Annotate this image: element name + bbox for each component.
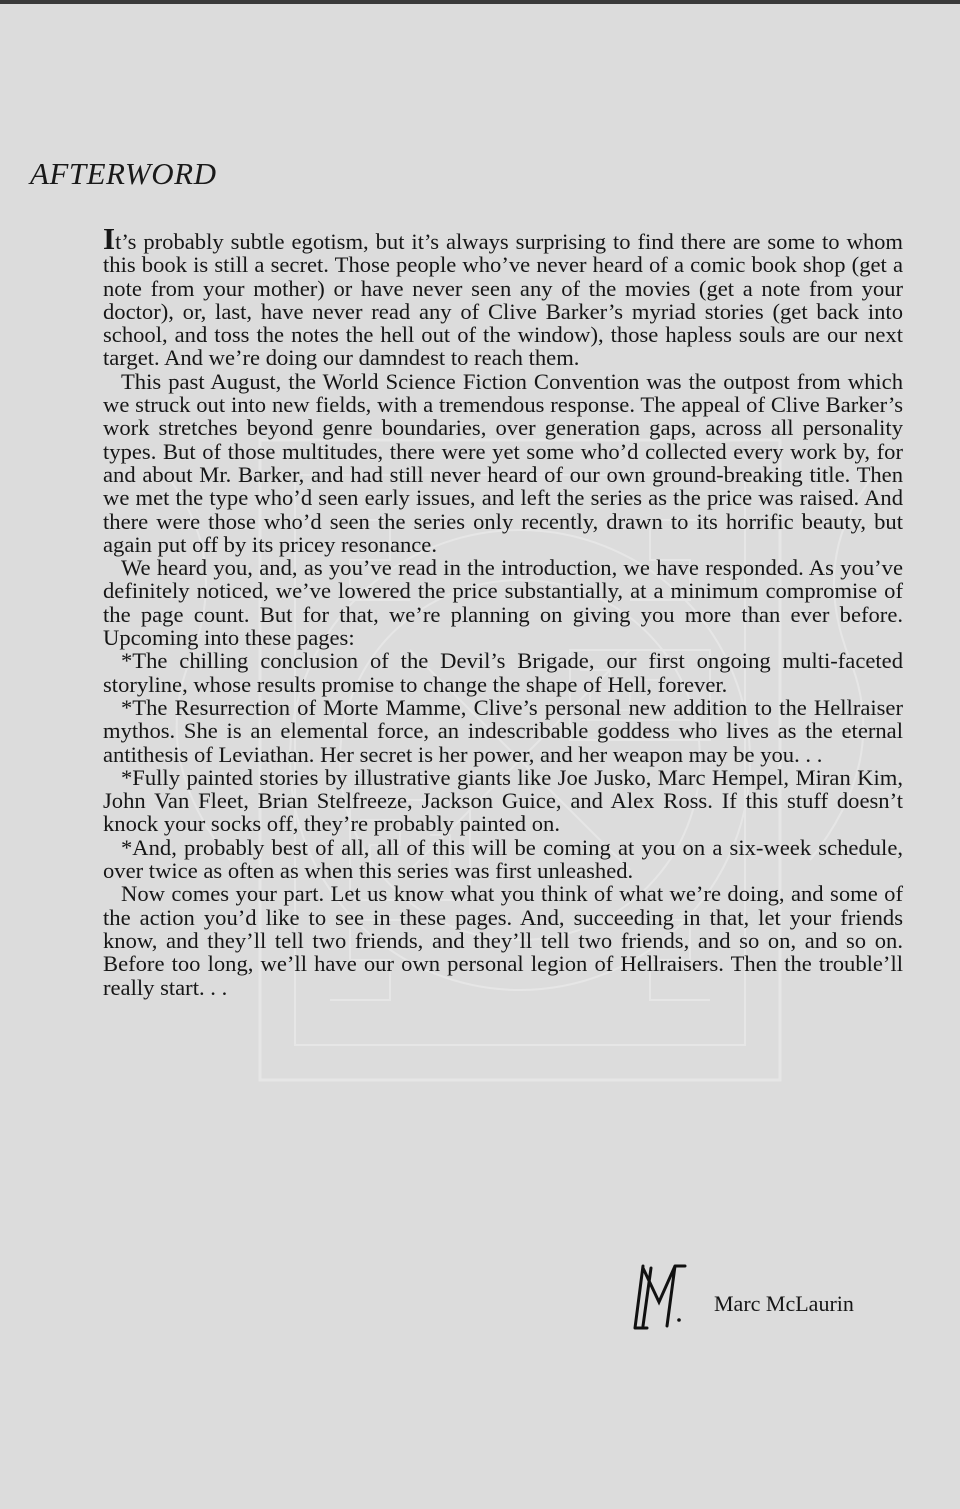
paragraph: *The Resurrection of Morte Mamme, Clive’s personal new addition to the Hellraiser mythos. She is an elemental force, an indescribable goddess who lives as the eternal antithesis of Leviathan. Her secret is her power, and her weapon may be you. . .: [103, 694, 903, 767]
paragraph: Now comes your part. Let us know what you think of what we’re doing, and some of the action you’d like to see in these pages. And, succeeding in that, let your friends know, and they’ll tell two friends, and they’ll tell two friends, and so on, and so on. Before too long, we’ll have our own personal legion of Hellraisers. Then the trouble’ll really start. . .: [103, 881, 903, 1000]
author-name: Marc McLaurin: [714, 1291, 854, 1316]
paragraph: We heard you, and, as you’ve read in the introduction, we have responded. As you’ve definitely noticed, we’ve lowered the price substantially, at a minimum compromise of the page count. But for that, we’re planning on giving you more than ever before. Upcoming into these pages:: [103, 555, 903, 651]
afterword-body: [103, 221, 903, 1000]
paragraph: This past August, the World Science Fiction Convention was the outpost from which we struck out into new fields, with a tremendous response. The appeal of Clive Barker’s work stretches beyond genre boundaries, over generation gaps, across all personality types. But of those multitudes, there were yet some who’d collected every work by, for and about Mr. Barker, and had still never heard of our own ground-breaking title. Then we met the type who’d seen early issues, and left the series as the price was raised. And there were those who’d seen the series only recently, drawn to its horrific beauty, but again put off by its pricey resonance.: [103, 368, 903, 557]
paragraph: *And, probably best of all, all of this will be coming at you on a six-week schedule, over twice as often as when this series was first unleashed.: [103, 834, 903, 884]
paragraph: *Fully painted stories by illustrative giants like Joe Jusko, Marc Hempel, Miran Kim, John Van Fleet, Brian Stelfreeze, Jackson Guice, and Alex Ross. If this stuff doesn’t knock your socks off, they’re probably painted on.: [103, 764, 903, 837]
top-rule: [0, 0, 960, 4]
page-title: AFTERWORD: [30, 156, 217, 191]
paragraph: *The chilling conclusion of the Devil’s Brigade, our first ongoing multi-faceted storyline, whose results promise to change the shape of Hell, forever.: [103, 648, 903, 697]
paragraph: [103, 221, 903, 371]
paragraph-text: t’s probably subtle egotism, but it’s always surprising to find there are some to whom this book is still a secret. Those people who’ve never heard of a comic book shop (get a note from your mother) or have never seen any of the movies (get a note from your doctor), or, last, have never read any of Clive Barker’s myriad stories (get back into school, and toss the notes the hell out of the window), those hapless souls are our next target. And we’re doing our damndest to reach them.: [103, 229, 903, 371]
drop-cap: I: [103, 221, 116, 256]
signature-monogram: [629, 1262, 689, 1334]
